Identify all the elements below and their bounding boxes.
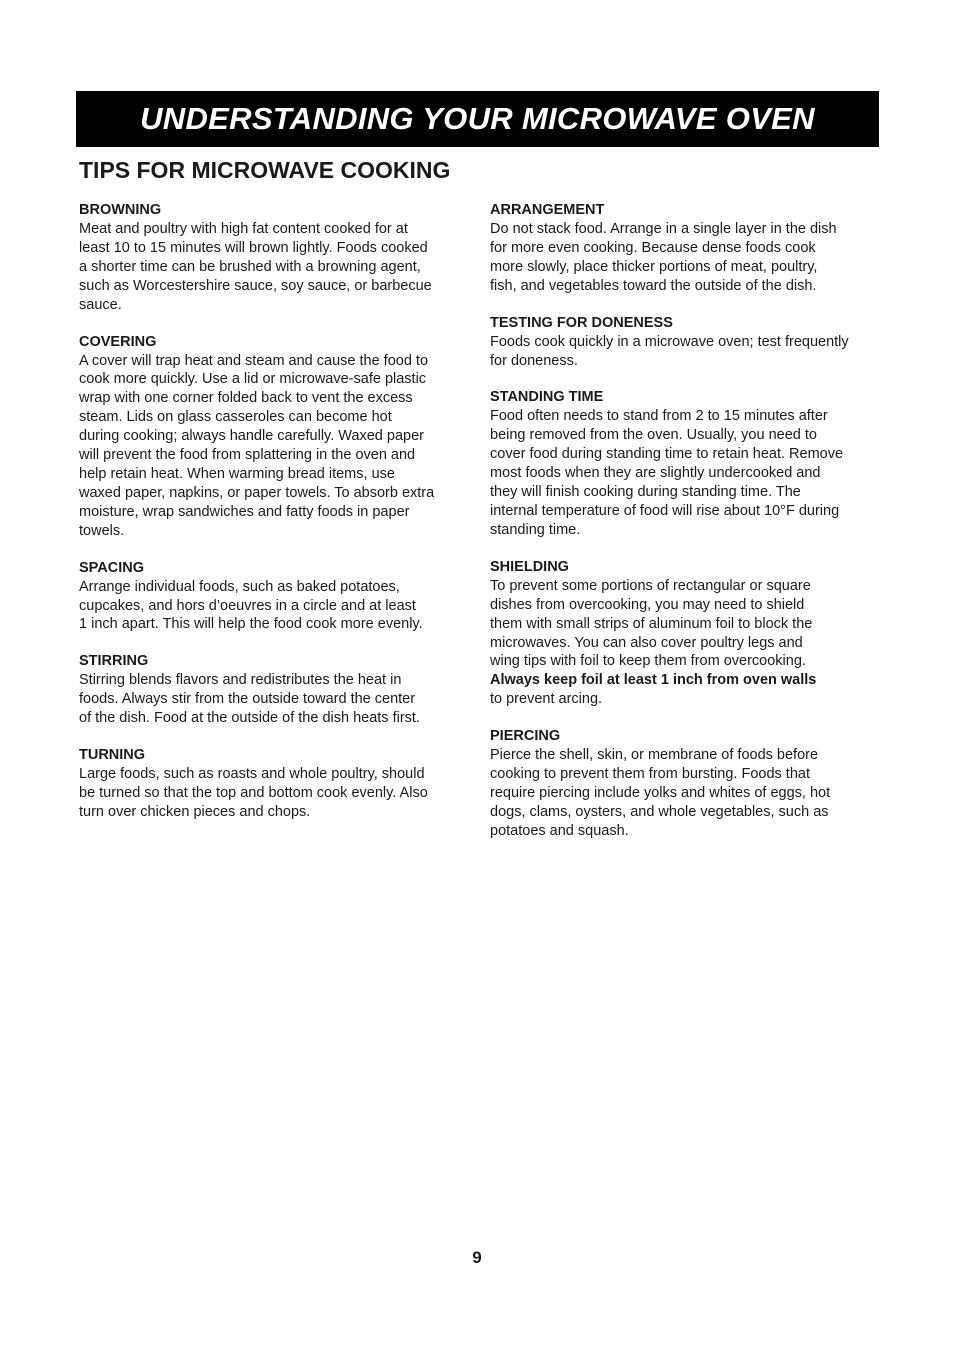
tip-body: Stirring blends flavors and redistributes the heat in foods. Always stir from the outside toward the center of the dish. Food at the outside of the dish heats first.	[79, 672, 420, 727]
tip-heading: TESTING FOR DONENESS	[490, 314, 673, 331]
tip-piercing	[490, 727, 880, 841]
tip-covering	[79, 333, 469, 541]
foil-warning: Always keep foil at least 1 inch from oven walls	[490, 672, 817, 689]
tip-heading: COVERING	[79, 333, 157, 350]
tip-body: A cover will trap heat and steam and cause the food to cook more quickly. Use a lid or microwave-safe plastic wrap with one corner folded back to vent the excess steam. Lids on glass casseroles can become hot during cooking; always handle carefully. Waxed paper will prevent the food from splattering in the oven and help retain heat. When warming bread items, use waxed paper, napkins, or paper towels. To absorb extra moisture, wrap sandwiches and fatty foods in paper towels.	[79, 352, 435, 539]
tip-heading: STIRRING	[79, 653, 149, 670]
tip-turning	[79, 746, 469, 822]
section-title: TIPS FOR MICROWAVE COOKING	[79, 157, 451, 183]
tip-body: Food often needs to stand from 2 to 15 minutes after being removed from the oven. Usually, you need to cover food during standing time to retain heat. Remove most foods when they are slightly undercooked and they will finish cooking during standing time. The internal temperature of food will rise about 10°F during standing time.	[490, 408, 844, 538]
left-column	[79, 201, 469, 840]
tip-stirring	[79, 652, 469, 728]
tip-heading: STANDING TIME	[490, 389, 604, 406]
tip-standing-time	[490, 388, 880, 539]
tip-body: Do not stack food. Arrange in a single layer in the dish for more even cooking. Because dense foods cook more slowly, place thicker portions of meat, poultry, fish, and vegetables toward the outside of the dish.	[490, 221, 837, 294]
tip-heading: TURNING	[79, 747, 146, 764]
tip-browning	[79, 201, 469, 315]
tip-heading: ARRANGEMENT	[490, 202, 605, 218]
tip-body: Meat and poultry with high fat content cooked for at least 10 to 15 minutes will brown lightly. Foods cooked a shorter time can be brushed with a browning agent, such as Worcestershire sauce, soy sauce, or barbecue sauce.	[79, 221, 432, 313]
tip-body: Arrange individual foods, such as baked potatoes, cupcakes, and hors d’oeuvres in a circle and at least 1 inch apart. This will help the food cook more evenly.	[79, 578, 423, 633]
tip-shielding	[490, 558, 880, 709]
page-title: UNDERSTANDING YOUR MICROWAVE OVEN	[140, 101, 815, 136]
tip-heading: SHIELDING	[490, 558, 569, 575]
tip-heading: BROWNING	[79, 202, 162, 218]
page-number: 9	[472, 1248, 482, 1267]
title-banner	[76, 91, 879, 147]
tip-heading: SPACING	[79, 559, 144, 576]
tip-testing-for-doneness	[490, 314, 880, 371]
right-column	[490, 201, 880, 859]
tip-body: Foods cook quickly in a microwave oven; test frequently for doneness.	[490, 333, 849, 369]
tip-arrangement	[490, 201, 880, 296]
tip-body: Large foods, such as roasts and whole poultry, should be turned so that the top and bottom cook evenly. Also turn over chicken pieces and chops.	[79, 766, 428, 820]
tip-body: Pierce the shell, skin, or membrane of foods before cooking to prevent them from bursting. Foods that require piercing include yolks and whites of eggs, hot dogs, clams, oysters, and whole vegetables, such as potatoes and squash.	[490, 747, 831, 839]
tip-body	[490, 577, 880, 709]
tip-body-text-end: to prevent arcing.	[490, 691, 603, 708]
tip-body-text: To prevent some portions of rectangular or square dishes from overcooking, you may need to shield them with small strips of aluminum foil to block the microwaves. You can also cover poultry legs and wing tips with foil to keep them from overcooking.	[490, 577, 813, 670]
tip-heading: PIERCING	[490, 728, 561, 745]
tip-spacing	[79, 559, 469, 635]
